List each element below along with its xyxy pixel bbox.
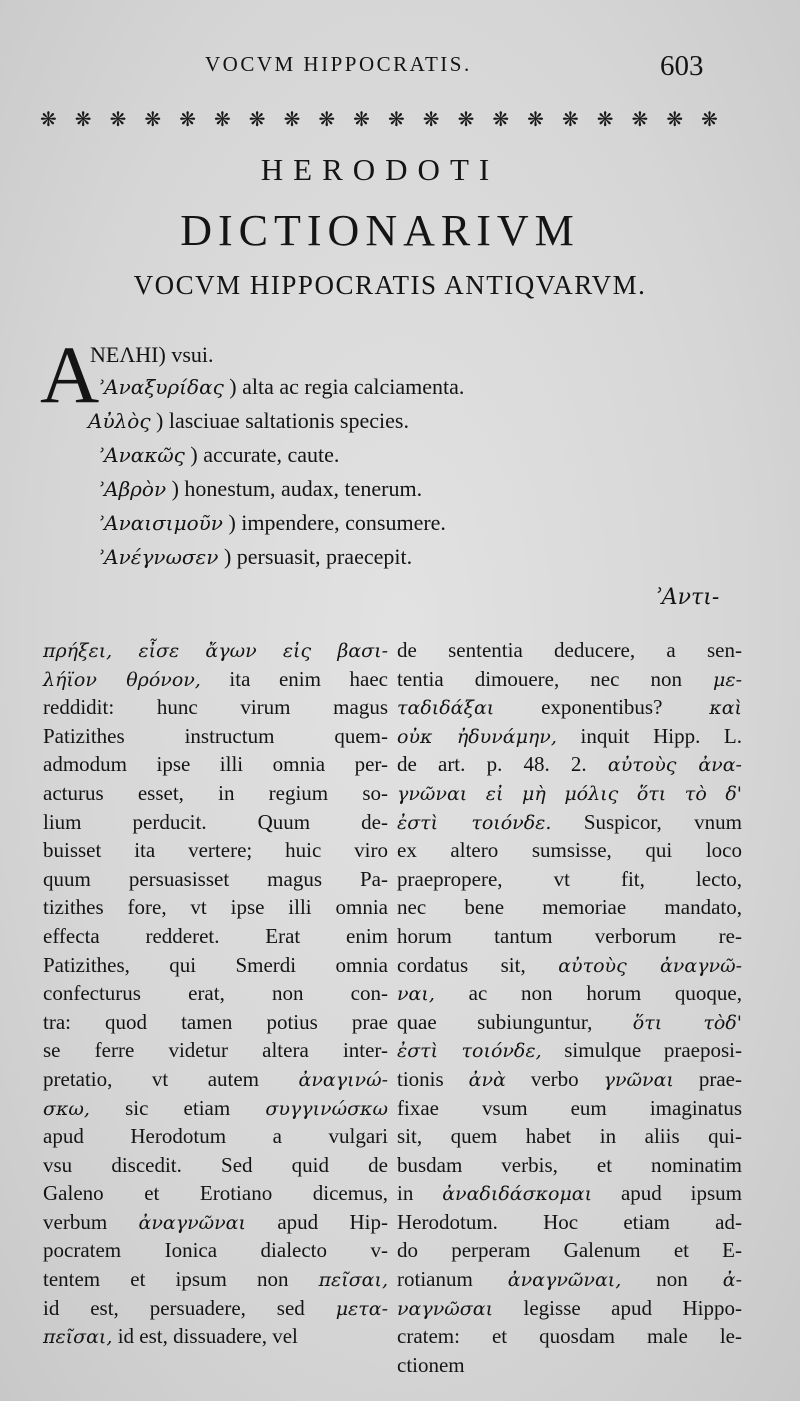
latin-text: nec bene memoriae mandato, [397, 895, 742, 920]
latin-text: de sententia deducere, a sen- [397, 638, 742, 662]
fleuron-icon: ❋ [596, 107, 614, 131]
latin-text: pocratem Ionica dialecto v- [43, 1238, 388, 1263]
latin-text: exponentibus? [494, 695, 710, 720]
latin-text: busdam verbis, et nominatim [397, 1152, 742, 1177]
latin-text: apud Hip- [245, 1209, 388, 1234]
latin-text: in [397, 1181, 443, 1206]
text-line [397, 750, 742, 779]
latin-text: ac non horum quoque, [434, 981, 742, 1006]
greek-text: ἐστὶ τοιόνδε. [397, 811, 552, 834]
fleuron-icon: ❋ [701, 107, 718, 131]
latin-text: Herodotum. Hoc etiam ad- [397, 1209, 742, 1234]
latin-text: praepropere, vt fit, lecto, [397, 866, 742, 891]
glossary-latin: ) alta ac regia calciamenta. [229, 374, 465, 399]
glossary-greek: ʾΑναξυρίδας [98, 375, 224, 399]
text-line [43, 1094, 388, 1123]
greek-text: ἀ- [722, 1269, 742, 1292]
heading-dictionarium: DICTIONARIVM [180, 206, 580, 255]
latin-text: buisset ita vertere; huic viro [43, 838, 388, 863]
fleuron-icon: ❋ [248, 107, 266, 131]
text-line [43, 1122, 388, 1151]
latin-text: ctionem [397, 1352, 465, 1377]
greek-text: με- [713, 668, 742, 691]
text-line [397, 1036, 742, 1065]
text-line [397, 1151, 742, 1180]
greek-text: σκω, [43, 1097, 90, 1120]
text-line [397, 1179, 742, 1208]
text-line [43, 750, 388, 779]
latin-text: de art. p. 48. 2. [397, 752, 608, 777]
fleuron-icon: ❋ [40, 107, 57, 131]
glossary-greek: ʾΑβρὸν [98, 477, 167, 501]
latin-text: apud ipsum [592, 1181, 742, 1206]
latin-text: Patizithes, qui Smerdi omnia [43, 952, 388, 977]
left-column [43, 636, 388, 1351]
latin-text: acturus esset, in regium so- [43, 780, 388, 805]
drop-cap: A [40, 329, 100, 420]
latin-text: prae- [673, 1066, 742, 1091]
latin-text: Galeno et Erotiano dicemus, [43, 1181, 388, 1206]
heading-subtitle: VOCVM HIPPOCRATIS ANTIQVARVM. [133, 270, 647, 300]
glossary-greek: ʾΑνέγνωσεν [98, 545, 219, 569]
greek-text: πεῖσαι, [318, 1269, 388, 1292]
glossary-latin: ) lasciuae saltationis species. [156, 408, 409, 433]
text-line [43, 1179, 388, 1208]
text-line [43, 636, 388, 665]
glossary-greek: ʾΑνακῶς [98, 443, 185, 467]
greek-text: συγγινώσκω [265, 1097, 388, 1120]
text-line [43, 1322, 388, 1351]
greek-text: ταδιδάξαι [397, 697, 495, 720]
fleuron-icon: ❋ [74, 107, 92, 131]
glossary-latin: vsui. [171, 342, 214, 367]
text-line [397, 1265, 742, 1294]
fleuron-icon: ❋ [109, 107, 127, 131]
text-line [43, 665, 388, 694]
latin-text: verbo [505, 1066, 604, 1091]
glossary-latin: ) accurate, caute. [190, 442, 340, 467]
fleuron-icon: ❋ [387, 107, 405, 131]
greek-text: ὅτι τὸδ' [632, 1011, 742, 1034]
greek-text: ἐστὶ τοιόνδε, [397, 1040, 542, 1063]
greek-text: ἀναδιδάσκομαι [442, 1183, 593, 1206]
latin-text: rotianum [397, 1267, 508, 1292]
heading-herodoti: HERODOTI [260, 152, 500, 187]
text-line [43, 1265, 388, 1294]
text-line [397, 665, 742, 694]
greek-text: πρήξει, εἶσε ἄγων εἰς βασι- [43, 640, 388, 662]
latin-text: fixae vsum eum imaginatus [397, 1095, 742, 1120]
latin-text: cratem: et quosdam male le- [397, 1324, 742, 1349]
text-line [43, 922, 388, 951]
fleuron-icon: ❋ [492, 107, 510, 131]
running-title: VOCVM HIPPOCRATIS. [205, 52, 472, 76]
latin-text: quae subiunguntur, [397, 1009, 633, 1034]
latin-text: legisse apud Hippo- [493, 1295, 742, 1320]
glossary-entry [98, 510, 446, 536]
glossary-entry [98, 442, 339, 468]
page-number: 603 [660, 50, 704, 82]
fleuron-icon: ❋ [561, 107, 579, 131]
text-line [43, 1065, 388, 1094]
greek-text: ἀνὰ [468, 1068, 506, 1091]
latin-text: horum tantum verborum re- [397, 923, 742, 948]
text-line [397, 1294, 742, 1323]
latin-text: apud Herodotum a vulgari [43, 1124, 388, 1149]
glossary-latin: ) persuasit, praecepit. [223, 544, 413, 569]
text-line [43, 951, 388, 980]
fleuron-icon: ❋ [666, 107, 684, 131]
latin-text: ex altero sumsisse, qui loco [397, 838, 742, 863]
glossary-latin: ) impendere, consumere. [228, 510, 446, 535]
latin-text: Suspicor, vnum [551, 809, 742, 834]
latin-text: lium perducit. Quum de- [43, 809, 388, 834]
greek-text: γνῶναι [603, 1068, 674, 1091]
catchword: ʾΑντι- [655, 585, 720, 610]
latin-text: ita enim haec [200, 666, 389, 691]
latin-text: quum persuasisset magus Pa- [43, 866, 388, 891]
text-line [43, 979, 388, 1008]
latin-text: effecta redderet. Erat enim [43, 923, 388, 948]
latin-text: inquit Hipp. L. [556, 723, 742, 748]
text-line [43, 893, 388, 922]
greek-text: γνῶναι εἰ μὴ μόλις ὅτι τὸ δ' [397, 782, 742, 805]
text-line [397, 1236, 742, 1265]
text-line [43, 1036, 388, 1065]
text-line [397, 722, 742, 751]
greek-text: ναι, [397, 983, 435, 1006]
text-line [43, 1236, 388, 1265]
text-line [43, 1151, 388, 1180]
text-line [397, 836, 742, 865]
text-line [43, 836, 388, 865]
latin-text: tra: quod tamen potius prae [43, 1009, 388, 1034]
latin-text: sit, quem habet in aliis qui- [397, 1124, 742, 1149]
greek-text: λήϊον θρόνον, [43, 668, 201, 691]
latin-text: tionis [397, 1066, 469, 1091]
greek-text: αὐτοὺς ἀνα- [607, 754, 742, 777]
text-line [43, 865, 388, 894]
latin-text: tentia dimouere, nec non [397, 666, 714, 691]
text-line [397, 1122, 742, 1151]
text-line [397, 1208, 742, 1237]
text-line [397, 1008, 742, 1037]
glossary-entry [98, 374, 464, 400]
text-line [397, 1094, 742, 1123]
greek-text: μετα- [335, 1297, 388, 1320]
fleuron-icon: ❋ [353, 107, 370, 131]
fleuron-icon: ❋ [213, 107, 231, 131]
glossary-entry [98, 476, 422, 502]
fleuron-icon: ❋ [527, 107, 544, 131]
latin-text: non [621, 1267, 723, 1292]
latin-text: reddidit: hunc virum magus [43, 695, 388, 720]
text-line [397, 808, 742, 837]
fleuron-icon: ❋ [283, 107, 301, 131]
latin-text: cordatus sit, [397, 952, 559, 977]
text-line [397, 865, 742, 894]
fleuron-icon: ❋ [457, 107, 475, 131]
greek-text: καὶ [709, 697, 742, 720]
glossary-greek: ʾΑναισιμοῦν [98, 511, 223, 535]
latin-text: simulque praeposi- [541, 1038, 742, 1063]
text-line [397, 1065, 742, 1094]
latin-text: tentem et ipsum non [43, 1267, 319, 1292]
fleuron-icon: ❋ [318, 107, 336, 131]
text-line [43, 808, 388, 837]
latin-text: tizithes fore, vt ipse illi omnia [43, 895, 388, 920]
greek-text: οὐκ ἠδυνάμην, [397, 725, 557, 748]
latin-text: confecturus erat, non con- [43, 981, 388, 1006]
fleuron-icon: ❋ [631, 107, 649, 131]
greek-text: ἀναγινώ- [298, 1068, 388, 1091]
fleuron-icon: ❋ [422, 107, 440, 131]
glossary-greek: ΝΕΛΗΙ) [90, 342, 166, 367]
text-line [397, 779, 742, 808]
fleuron-icon: ❋ [144, 107, 162, 131]
greek-text: ναγνῶσαι [397, 1297, 494, 1320]
glossary-entry [88, 408, 409, 434]
text-line [397, 1351, 742, 1380]
text-line [43, 1294, 388, 1323]
latin-text: pretatio, vt autem [43, 1066, 299, 1091]
fleuron-icon: ❋ [179, 107, 196, 131]
glossary-greek: Αὐλὸς [88, 409, 151, 433]
text-line [397, 893, 742, 922]
running-head [0, 48, 800, 88]
latin-text: Patizithes instructum quem- [43, 723, 388, 748]
text-line [397, 693, 742, 722]
ornamental-rule [40, 104, 718, 134]
latin-text: se ferre videtur altera inter- [43, 1038, 388, 1063]
greek-text: ἀναγνῶναι, [507, 1269, 622, 1292]
latin-text: id est, persuadere, sed [43, 1295, 336, 1320]
text-line [397, 979, 742, 1008]
greek-text: αὐτοὺς ἀναγνῶ- [558, 954, 743, 977]
right-column [397, 636, 742, 1379]
latin-text: id est, dissuadere, vel [112, 1324, 298, 1349]
glossary-entry [98, 544, 412, 570]
text-line [397, 922, 742, 951]
text-line [397, 951, 742, 980]
latin-text: do perperam Galenum et E- [397, 1238, 742, 1263]
latin-text: admodum ipse illi omnia per- [43, 752, 388, 777]
text-line [43, 779, 388, 808]
latin-text: sic etiam [89, 1095, 266, 1120]
latin-text: verbum [43, 1209, 139, 1234]
text-line [43, 1008, 388, 1037]
text-line [43, 1208, 388, 1237]
text-line [43, 693, 388, 722]
latin-text: vsu discedit. Sed quid de [43, 1152, 388, 1177]
text-line [397, 636, 742, 665]
text-line [43, 722, 388, 751]
text-line [397, 1322, 742, 1351]
glossary-latin: ) honestum, audax, tenerum. [171, 476, 423, 501]
greek-text: πεῖσαι, [43, 1326, 113, 1349]
glossary-entry [90, 342, 214, 368]
greek-text: ἀναγνῶναι [138, 1211, 246, 1234]
